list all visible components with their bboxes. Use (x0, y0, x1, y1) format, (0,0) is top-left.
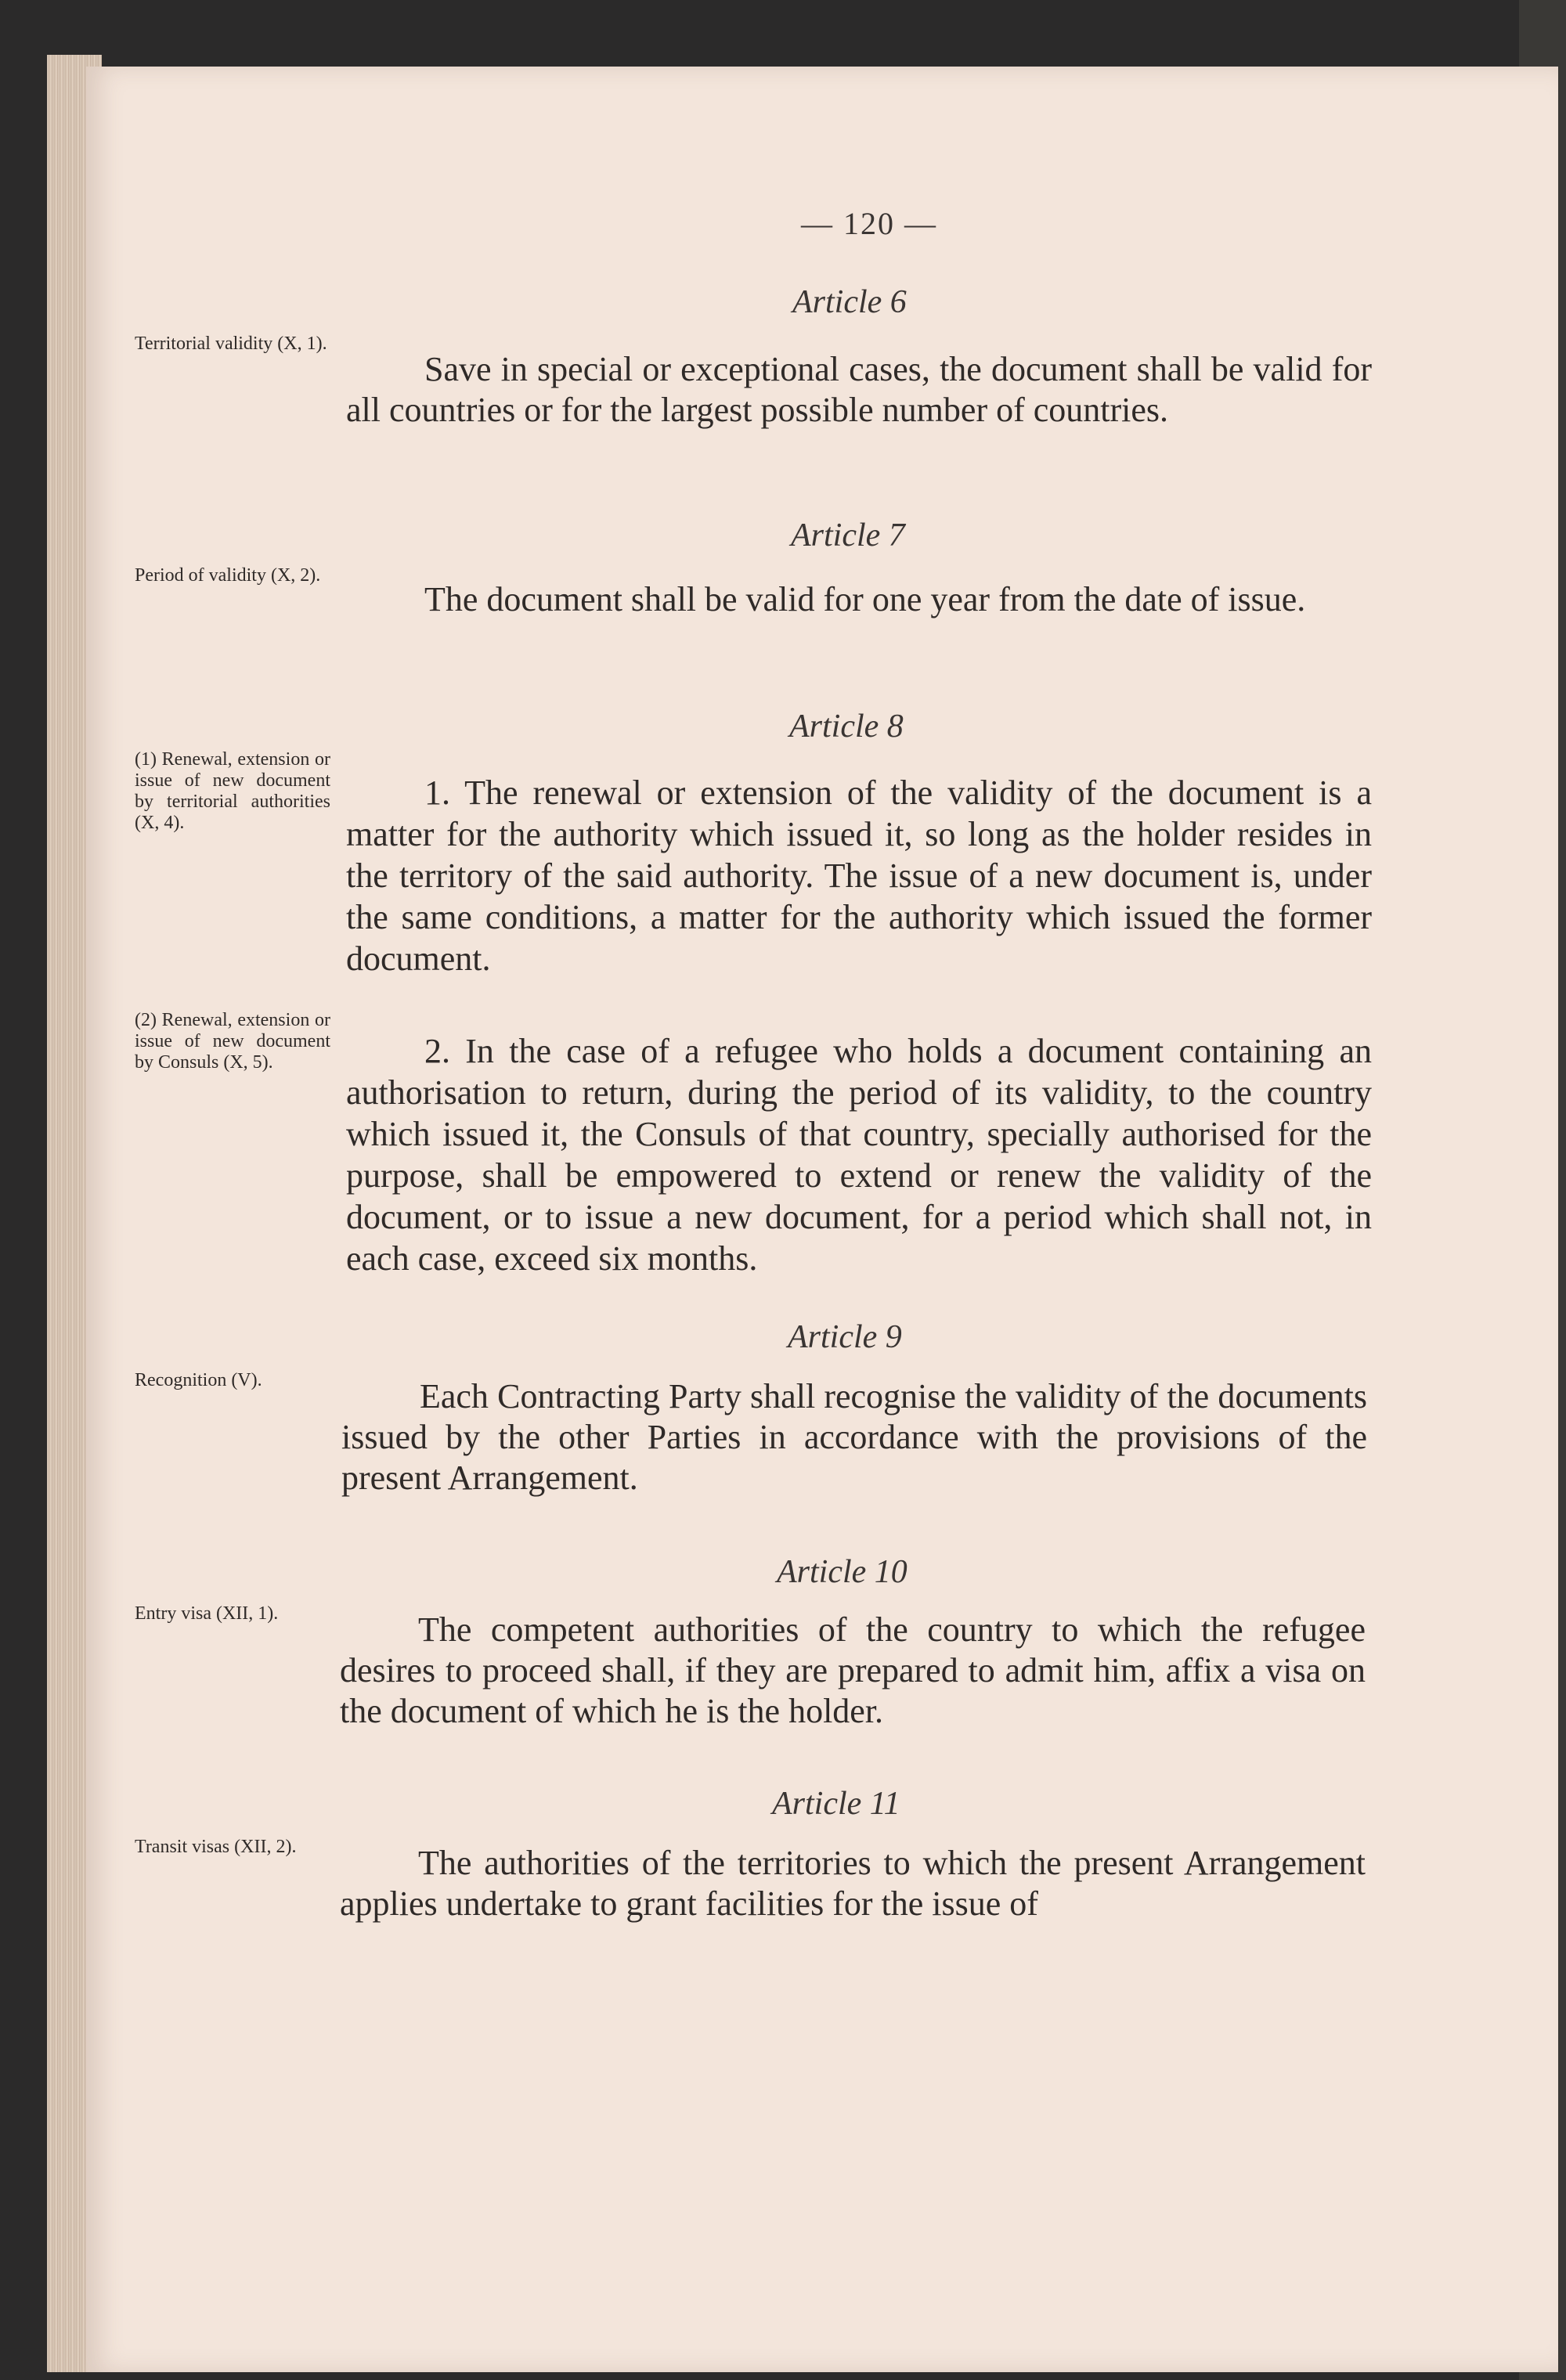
margin-note-renewal-territorial: (1) Renewal, extension or issue of new document by territorial authorities (X, 4). (135, 749, 330, 833)
article-11-heading: Article 11 (772, 1786, 900, 1822)
article-6-heading: Article 6 (792, 284, 907, 320)
article-9-paragraph: Each Contracting Party shall recognise the validity of the documents issued by the other Parties in accordance with the provisions of the present Arrangement. (341, 1377, 1367, 1497)
article-10-heading: Article 10 (777, 1554, 907, 1590)
article-8-paragraph-2: 2. In the case of a refugee who holds a document containing an authorisation to return, during the period of its validity, to the country which issued it, the Consuls of that country, specially authorised for the purpose, shall be empowered to extend or renew the validity of the document, or to issue a new document, for a period which shall not, in each case, exceed six months. (346, 1032, 1372, 1278)
article-9-heading: Article 9 (788, 1319, 902, 1355)
margin-note-transit-visas: Transit visas (XII, 2). (135, 1837, 297, 1857)
margin-note-territorial-validity: Territorial validity (X, 1). (135, 334, 327, 354)
article-7-paragraph: The document shall be valid for one year from the date of issue. (424, 580, 1306, 618)
article-8-paragraph-1: 1. The renewal or extension of the validity of the document is a matter for the authority which issued it, so long as the holder resides in the territory of the said authority. The issue of a new document is, under the same conditions, a matter for the authority which issued the former document. (346, 774, 1372, 978)
margin-note-recognition: Recognition (V). (135, 1370, 262, 1390)
article-7-heading: Article 7 (791, 517, 905, 554)
margin-note-period-of-validity: Period of validity (X, 2). (135, 565, 321, 586)
article-6-paragraph: Save in special or exceptional cases, the document shall be valid for all countries or for the largest possible number of countries. (346, 350, 1372, 429)
article-8-heading: Article 8 (789, 709, 904, 745)
article-10-paragraph: The competent authorities of the country to which the refugee desires to proceed shall, if they are prepared to admit him, affix a visa on the document of which he is the holder. (340, 1610, 1366, 1730)
margin-note-entry-visa: Entry visa (XII, 1). (135, 1603, 279, 1624)
article-11-paragraph: The authorities of the territories to which the present Arrangement applies undertake to grant facilities for the issue of (340, 1844, 1366, 1923)
page-number: — 120 — (801, 206, 937, 241)
margin-note-renewal-consuls: (2) Renewal, extension or issue of new document by Consuls (X, 5). (135, 1010, 330, 1073)
